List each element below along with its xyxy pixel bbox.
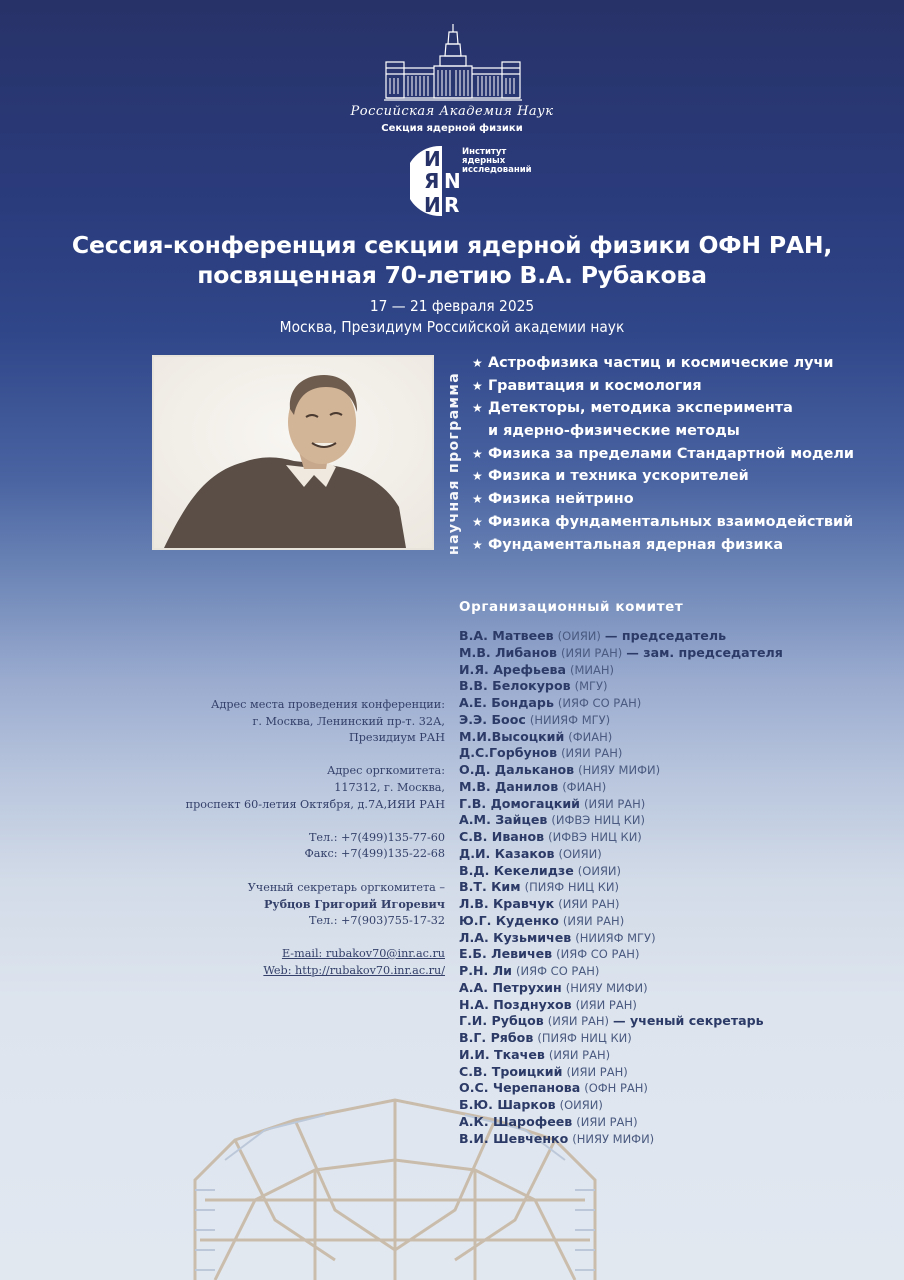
- member-organization: (ИЯИ РАН): [575, 997, 637, 1012]
- conference-title: Сессия-конференция секции ядерной физики ОФН РАН, посвященная 70-летию В.А. Рубакова: [71, 231, 833, 289]
- member-name: В.Г. Рябов: [459, 1030, 534, 1045]
- committee-member: [459, 812, 783, 829]
- member-name: Л.В. Кравчук: [459, 896, 555, 911]
- star-icon: ★: [472, 446, 483, 461]
- committee-member: [459, 662, 783, 679]
- member-name: О.С. Черепанова: [459, 1080, 581, 1096]
- venue-address-label: Адрес места проведения конференции:: [211, 698, 445, 711]
- member-name: А.К. Шарофеев: [459, 1113, 573, 1129]
- member-organization: (ИЯИ РАН): [561, 746, 623, 761]
- member-organization: (ИЯФ СО РАН): [557, 696, 642, 710]
- member-role: — председатель: [604, 628, 727, 643]
- conference-dates: 17 — 21 февраля 2025: [369, 297, 535, 315]
- committee-member: [459, 829, 783, 846]
- member-name: Е.Б. Левичев: [459, 946, 553, 962]
- committee-member: [459, 796, 783, 813]
- member-name: Б.Ю. Шарков: [459, 1097, 556, 1112]
- topic-item: ★ Физика нейтрино: [472, 488, 854, 511]
- committee-member: [459, 712, 783, 729]
- topic-item: ★ Детекторы, методика эксперимента: [472, 397, 854, 420]
- topic-item: ★ Физика за пределами Стандартной модели: [472, 443, 854, 466]
- inr-name: Институт ядерных исследований: [462, 147, 532, 175]
- member-name: С.В. Троицкий: [459, 1063, 563, 1079]
- web-link[interactable]: Web: http://rubakov70.inr.ac.ru/: [263, 963, 445, 977]
- star-icon: ★: [472, 537, 483, 552]
- committee-member: [459, 762, 783, 779]
- committee-member: [459, 729, 783, 746]
- topic-item-continuation: и ядерно-физические методы: [488, 423, 740, 440]
- committee-list: [459, 628, 783, 1147]
- member-name: М.В. Либанов: [459, 644, 557, 660]
- committee-member: [459, 946, 783, 963]
- member-name: А.А. Петрухин: [459, 979, 562, 995]
- svg-text:N: N: [444, 169, 461, 193]
- venue-address-line: г. Москва, Ленинский пр-т. 32А,: [252, 714, 445, 728]
- committee-member: [459, 997, 783, 1014]
- svg-text:R: R: [444, 193, 460, 217]
- program-section-label: научная программа: [446, 371, 462, 555]
- member-name: В.А. Матвеев: [459, 628, 554, 643]
- member-name: М.И.Высоцкий: [459, 728, 565, 744]
- orgcom-address-label: Адрес оргкомитета:: [326, 764, 445, 778]
- topic-item: ★ Физика фундаментальных взаимодействий: [472, 511, 854, 534]
- orgcom-address-line: проспект 60-летия Октября, д.7А,ИЯИ РАН: [185, 797, 445, 811]
- member-organization: (ОФН РАН): [584, 1081, 648, 1096]
- committee-member: [459, 779, 783, 796]
- member-name: И.И. Ткачев: [459, 1046, 545, 1062]
- member-organization: (НИЯУ МИФИ): [565, 980, 648, 995]
- member-name: Э.Э. Боос: [459, 711, 526, 727]
- member-organization: (ПИЯФ НИЦ КИ): [537, 1031, 632, 1045]
- member-name: С.В. Иванов: [459, 829, 545, 844]
- committee-member: [459, 913, 783, 930]
- member-name: В.В. Белокуров: [459, 678, 571, 694]
- committee-member: [459, 745, 783, 762]
- star-icon: ★: [472, 356, 483, 370]
- topic-item: ★ Фундаментальная ядерная физика: [472, 534, 854, 557]
- topic-item: ★ Гравитация и космология: [472, 375, 854, 398]
- committee-member: [459, 963, 783, 980]
- contacts-block: [150, 697, 445, 979]
- topics-list: [472, 352, 854, 556]
- committee-member: [459, 678, 783, 695]
- phone: Тел.: +7(499)135-77-60: [308, 830, 445, 844]
- committee-member: [459, 1097, 783, 1114]
- member-organization: (ОИЯИ): [558, 846, 602, 861]
- secretary-label: Ученый секретарь оргкомитета –: [247, 880, 445, 894]
- star-icon: ★: [472, 514, 483, 529]
- svg-text:И: И: [424, 147, 441, 171]
- committee-member: [459, 896, 783, 913]
- member-name: А.М. Зайцев: [459, 812, 548, 828]
- email-link[interactable]: E-mail: rubakov70@inr.ac.ru: [281, 946, 445, 960]
- member-organization: (НИЯУ МИФИ): [572, 1131, 655, 1146]
- member-organization: (МИАН): [569, 662, 614, 677]
- member-organization: (ИЯФ СО РАН): [556, 947, 640, 962]
- member-name: В.Т. Ким: [459, 879, 521, 895]
- topic-item: ★ Астрофизика частиц и космические лучи: [472, 352, 854, 375]
- member-organization: (ИЯИ РАН): [584, 796, 646, 811]
- member-name: Д.С.Горбунов: [459, 745, 558, 761]
- member-organization: (ИЯИ РАН): [562, 913, 625, 928]
- member-role: — зам. председателя: [626, 644, 783, 660]
- member-organization: (ОИЯИ): [559, 1098, 603, 1112]
- member-organization: (ИЯИ РАН): [548, 1047, 611, 1062]
- committee-member: [459, 628, 783, 645]
- member-name: В.И. Шевченко: [459, 1130, 569, 1146]
- svg-text:И: И: [424, 193, 441, 217]
- committee-member: [459, 863, 783, 880]
- member-name: Г.В. Домогацкий: [459, 795, 580, 811]
- member-name: О.Д. Дальканов: [459, 762, 575, 777]
- member-organization: (НИЯУ МИФИ): [578, 763, 661, 777]
- committee-member: [459, 695, 783, 712]
- member-organization: (ИЯФ СО РАН): [516, 964, 600, 978]
- member-role: — ученый секретарь: [613, 1013, 764, 1029]
- member-organization: (ФИАН): [568, 729, 613, 744]
- svg-text:Я: Я: [424, 169, 440, 193]
- committee-member: [459, 1030, 783, 1047]
- member-organization: (ИЯИ РАН): [566, 1064, 628, 1079]
- member-name: Р.Н. Ли: [459, 963, 513, 978]
- member-organization: (ИЯИ РАН): [561, 645, 623, 660]
- academy-name-script: Российская Академия Наук: [350, 104, 554, 119]
- star-icon: ★: [472, 492, 483, 507]
- orgcom-address-line: 117312, г. Москва,: [334, 780, 445, 794]
- venue-address-line: Президиум РАН: [348, 731, 445, 745]
- committee-member: [459, 645, 783, 662]
- member-name: Д.И. Казаков: [459, 845, 555, 861]
- fax: Факс: +7(499)135-22-68: [304, 847, 445, 861]
- star-icon: ★: [472, 469, 483, 484]
- member-organization: (ИФВЭ НИЦ КИ): [548, 830, 642, 844]
- member-organization: (ОИЯИ): [577, 863, 622, 878]
- member-organization: (НИИЯФ МГУ): [575, 930, 656, 945]
- portrait-photo: [152, 355, 434, 550]
- member-name: Л.А. Кузьмичев: [459, 929, 572, 945]
- member-name: М.В. Данилов: [459, 778, 559, 794]
- committee-member: [459, 1047, 783, 1064]
- secretary-phone: Тел.: +7(903)755-17-32: [308, 913, 445, 927]
- committee-member: [459, 879, 783, 896]
- member-name: В.Д. Кекелидзе: [459, 862, 574, 878]
- committee-member: [459, 1131, 783, 1148]
- conference-venue: Москва, Президиум Российской академии наук: [279, 318, 625, 336]
- member-organization: (МГУ): [574, 679, 608, 694]
- star-icon: ★: [472, 378, 483, 393]
- member-name: А.Е. Бондарь: [459, 695, 554, 710]
- committee-member: [459, 846, 783, 863]
- committee-member: [459, 1114, 783, 1131]
- academy-section-label: Секция ядерной физики: [381, 123, 523, 134]
- member-organization: (ИЯИ РАН): [558, 897, 620, 911]
- member-name: Н.А. Позднухов: [459, 996, 572, 1012]
- member-organization: (ИЯИ РАН): [576, 1114, 638, 1129]
- member-organization: (ФИАН): [562, 779, 607, 794]
- topic-item: ★ Физика и техника ускорителей: [472, 465, 854, 488]
- star-icon: ★: [472, 401, 483, 416]
- member-organization: (НИИЯФ МГУ): [529, 712, 611, 727]
- committee-title: Организационный комитет: [459, 599, 684, 615]
- member-organization: (ОИЯИ): [557, 629, 601, 643]
- committee-member: [459, 980, 783, 997]
- member-name: И.Я. Арефьева: [459, 661, 566, 677]
- secretary-name: Рубцов Григорий Игоревич: [264, 897, 445, 912]
- academy-building-logo: [382, 22, 524, 102]
- member-organization: (ПИЯФ НИЦ КИ): [524, 880, 619, 895]
- member-name: Г.И. Рубцов: [459, 1013, 544, 1029]
- member-organization: (ИЯИ РАН): [547, 1014, 610, 1029]
- member-organization: (ИФВЭ НИЦ КИ): [551, 813, 646, 828]
- committee-member: [459, 930, 783, 947]
- member-name: Ю.Г. Куденко: [459, 912, 559, 928]
- committee-member: [459, 1013, 783, 1030]
- committee-member: [459, 1064, 783, 1081]
- committee-member: [459, 1080, 783, 1097]
